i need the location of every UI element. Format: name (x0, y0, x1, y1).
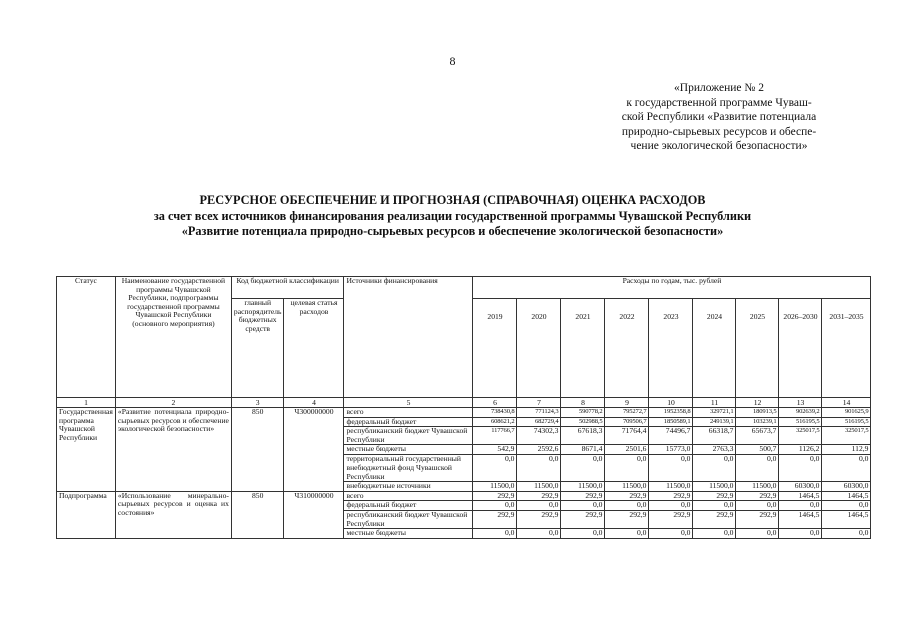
expense-value: 2763,3 (693, 445, 736, 455)
expense-value: 608621,2 (473, 417, 517, 427)
expense-value: 0,0 (561, 455, 605, 482)
expense-value: 902639,2 (779, 408, 822, 418)
expense-value: 0,0 (736, 529, 779, 539)
expense-value: 292,9 (605, 491, 649, 501)
column-number: 14 (822, 398, 871, 408)
column-number: 12 (736, 398, 779, 408)
expense-value: 325017,5 (822, 427, 871, 445)
funding-source: федеральный бюджет (344, 501, 473, 511)
header-year: 2031–2035 (822, 299, 871, 398)
expense-value: 11500,0 (473, 482, 517, 492)
expense-value: 738430,8 (473, 408, 517, 418)
expense-value: 292,9 (649, 510, 693, 528)
expense-value: 249139,1 (693, 417, 736, 427)
appendix-line: к государственной программе Чуваш- (626, 96, 812, 109)
expense-value: 0,0 (779, 455, 822, 482)
expense-value: 103239,1 (736, 417, 779, 427)
expense-value: 1126,2 (779, 445, 822, 455)
expense-value: 0,0 (822, 501, 871, 511)
header-year: 2024 (693, 299, 736, 398)
column-number: 9 (605, 398, 649, 408)
expense-value: 11500,0 (605, 482, 649, 492)
column-number: 6 (473, 398, 517, 408)
funding-source: местные бюджеты (344, 445, 473, 455)
expense-value: 0,0 (779, 529, 822, 539)
expense-value: 66318,7 (693, 427, 736, 445)
expense-value: 0,0 (473, 529, 517, 539)
column-number: 2 (115, 398, 231, 408)
expense-value: 67618,3 (561, 427, 605, 445)
expense-value: 292,9 (736, 510, 779, 528)
expense-value: 0,0 (693, 501, 736, 511)
column-number: 4 (284, 398, 344, 408)
expense-value: 1464,5 (822, 510, 871, 528)
section-name: «Использование минерально-сырьевых ресурсов и оценка их состояния» (115, 491, 231, 538)
expense-value: 901625,9 (822, 408, 871, 418)
appendix-line: чение экологической безопасности» (630, 140, 808, 153)
expense-value: 709506,7 (605, 417, 649, 427)
header-expenses: Расходы по годам, тыс. рублей (473, 277, 871, 299)
expense-value: 1952358,8 (649, 408, 693, 418)
expense-value: 0,0 (605, 455, 649, 482)
column-number: 11 (693, 398, 736, 408)
expense-value: 0,0 (693, 529, 736, 539)
column-number: 7 (517, 398, 561, 408)
header-sources: Источники финансирования (344, 277, 473, 398)
funding-source: территориальный государственный внебюджетный фонд Чувашской Республики (344, 455, 473, 482)
section-target-article: Ч300000000 (284, 408, 344, 492)
expense-value: 795272,7 (605, 408, 649, 418)
header-target-article: целевая статья расходов (284, 299, 344, 398)
column-number: 1 (57, 398, 116, 408)
expense-value: 0,0 (473, 501, 517, 511)
title-line-1: РЕСУРСНОЕ ОБЕСПЕЧЕНИЕ И ПРОГНОЗНАЯ (СПРАВОЧНАЯ) ОЦЕНКА РАСХОДОВ (199, 193, 706, 207)
expense-value: 0,0 (561, 529, 605, 539)
appendix-line: «Приложение № 2 (674, 82, 764, 94)
expense-value: 117766,7 (473, 427, 517, 445)
section-main-manager: 850 (231, 491, 284, 538)
expense-value: 180913,5 (736, 408, 779, 418)
column-number: 13 (779, 398, 822, 408)
document-title (0, 193, 905, 240)
expense-value: 0,0 (822, 529, 871, 539)
expense-value: 292,9 (473, 491, 517, 501)
section-name: «Развитие потенциала природно-сырьевых ресурсов и обеспечение экологической безопасности» (115, 408, 231, 492)
table-row (57, 491, 871, 501)
expense-value: 516195,5 (822, 417, 871, 427)
expense-value: 292,9 (693, 491, 736, 501)
funding-source: местные бюджеты (344, 529, 473, 539)
expense-value: 1464,5 (822, 491, 871, 501)
funding-source: внебюджетные источники (344, 482, 473, 492)
expense-value: 0,0 (517, 455, 561, 482)
expense-value: 15773,0 (649, 445, 693, 455)
expense-value: 2592,6 (517, 445, 561, 455)
expense-value: 11500,0 (736, 482, 779, 492)
expense-value: 0,0 (736, 455, 779, 482)
expense-value: 0,0 (561, 501, 605, 511)
section-status: Государственная программа Чувашской Республики (57, 408, 116, 492)
resource-table (56, 276, 871, 539)
title-line-2: за счет всех источников финансирования реализации государственной программы Чувашской Республики (153, 208, 752, 223)
column-number: 8 (561, 398, 605, 408)
header-name: Наименование государственной программы Чувашской Республики, подпрограммы государственной программы Чувашской Республики (основного мероприятия) (115, 277, 231, 398)
funding-source: всего (344, 408, 473, 418)
expense-value: 11500,0 (561, 482, 605, 492)
expense-value: 0,0 (649, 529, 693, 539)
expense-value: 0,0 (649, 501, 693, 511)
expense-value: 74302,3 (517, 427, 561, 445)
expense-value: 292,9 (736, 491, 779, 501)
expense-value: 8671,4 (561, 445, 605, 455)
header-year: 2021 (561, 299, 605, 398)
expense-value: 0,0 (473, 455, 517, 482)
expense-value: 0,0 (649, 455, 693, 482)
expense-value: 0,0 (736, 501, 779, 511)
expense-value: 74496,7 (649, 427, 693, 445)
header-year: 2022 (605, 299, 649, 398)
expense-value: 0,0 (605, 501, 649, 511)
expense-value: 60300,0 (779, 482, 822, 492)
header-year: 2026–2030 (779, 299, 822, 398)
expense-value: 0,0 (517, 501, 561, 511)
table-row (57, 408, 871, 418)
expense-value: 1464,5 (779, 510, 822, 528)
header-year: 2025 (736, 299, 779, 398)
expense-value: 516195,5 (779, 417, 822, 427)
appendix-line: ской Республики «Развитие потенциала (621, 111, 817, 124)
expense-value: 502988,5 (561, 417, 605, 427)
column-number: 5 (344, 398, 473, 408)
header-year: 2019 (473, 299, 517, 398)
expense-value: 1464,5 (779, 491, 822, 501)
column-number: 3 (231, 398, 284, 408)
page-number: 8 (449, 54, 456, 68)
funding-source: всего (344, 491, 473, 501)
expense-value: 325017,5 (779, 427, 822, 445)
expense-value: 292,9 (561, 510, 605, 528)
expense-value: 292,9 (561, 491, 605, 501)
expense-value: 60300,0 (822, 482, 871, 492)
expense-value: 0,0 (822, 455, 871, 482)
expense-value: 11500,0 (693, 482, 736, 492)
appendix-line: природно-сырьевых ресурсов и обеспе- (621, 125, 817, 138)
title-line-3: «Развитие потенциала природно-сырьевых ресурсов и обеспечение экологической безопасности» (181, 224, 724, 238)
appendix-note (585, 81, 853, 154)
header-year: 2020 (517, 299, 561, 398)
expense-value: 682729,4 (517, 417, 561, 427)
expense-value: 590778,2 (561, 408, 605, 418)
expense-value: 112,9 (822, 445, 871, 455)
expense-value: 292,9 (473, 510, 517, 528)
expense-value: 0,0 (779, 501, 822, 511)
expense-value: 292,9 (517, 491, 561, 501)
expense-value: 0,0 (517, 529, 561, 539)
expense-value: 292,9 (517, 510, 561, 528)
expense-value: 11500,0 (649, 482, 693, 492)
expense-value: 0,0 (693, 455, 736, 482)
section-target-article: Ч310000000 (284, 491, 344, 538)
expense-value: 292,9 (693, 510, 736, 528)
expense-value: 0,0 (605, 529, 649, 539)
column-number: 10 (649, 398, 693, 408)
expense-value: 292,9 (605, 510, 649, 528)
funding-source: республиканский бюджет Чувашской Республики (344, 510, 473, 528)
section-status: Подпрограмма (57, 491, 116, 538)
expense-value: 329721,1 (693, 408, 736, 418)
header-budget-code: Код бюджетной классификации (231, 277, 344, 299)
expense-value: 65673,7 (736, 427, 779, 445)
expense-value: 71764,4 (605, 427, 649, 445)
header-status: Статус (57, 277, 116, 398)
expense-value: 1850589,1 (649, 417, 693, 427)
expense-value: 542,9 (473, 445, 517, 455)
expense-value: 771124,3 (517, 408, 561, 418)
header-year: 2023 (649, 299, 693, 398)
section-main-manager: 850 (231, 408, 284, 492)
funding-source: федеральный бюджет (344, 417, 473, 427)
expense-value: 500,7 (736, 445, 779, 455)
expense-value: 292,9 (649, 491, 693, 501)
header-main-manager: главный распорядитель бюджетных средств (231, 299, 284, 398)
expense-value: 2501,6 (605, 445, 649, 455)
expense-value: 11500,0 (517, 482, 561, 492)
funding-source: республиканский бюджет Чувашской Республики (344, 427, 473, 445)
